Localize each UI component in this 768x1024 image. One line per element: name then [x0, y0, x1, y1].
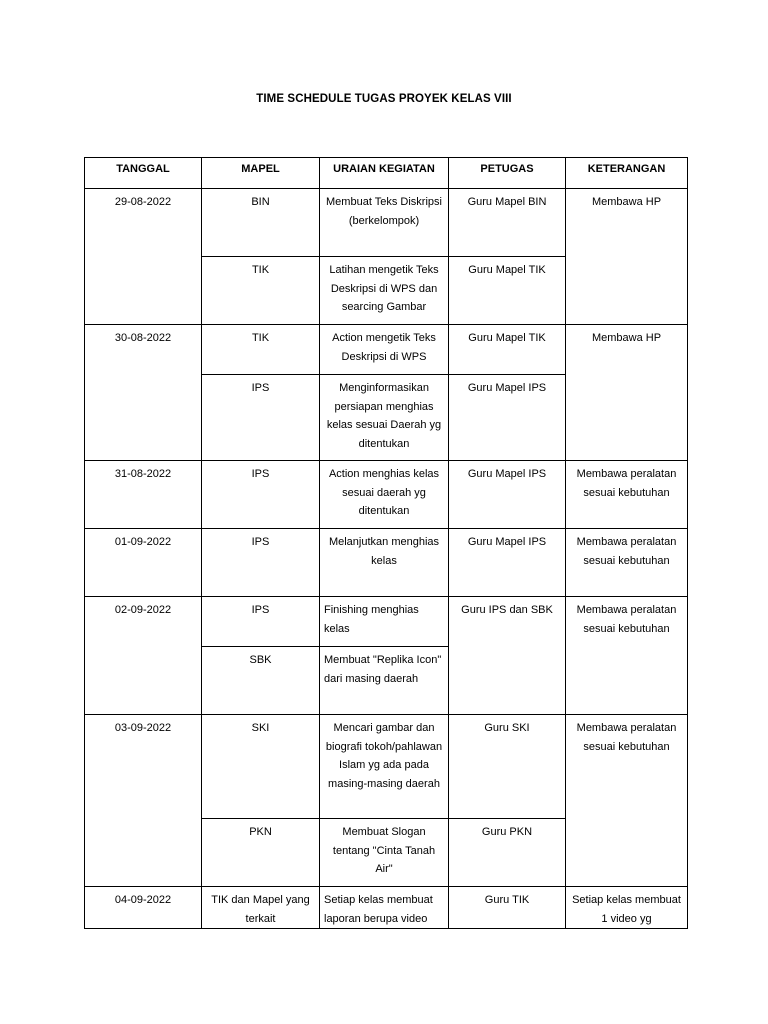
uraian-cell: Mencari gambar dan biografi tokoh/pahlawan Islam yg ada pada masing-masing daerah [320, 715, 449, 819]
petugas-cell: Guru Mapel BIN [449, 189, 566, 257]
header-mapel: MAPEL [202, 158, 320, 189]
petugas-cell: Guru Mapel TIK [449, 257, 566, 325]
keterangan-cell: Membawa peralatan sesuai kebutuhan [566, 715, 688, 887]
mapel-cell: IPS [202, 529, 320, 597]
header-uraian-kegiatan: URAIAN KEGIATAN [320, 158, 449, 189]
mapel-cell: IPS [202, 597, 320, 647]
mapel-cell: TIK [202, 257, 320, 325]
tanggal-cell: 04-09-2022 [85, 887, 202, 929]
uraian-cell: Membuat Slogan tentang "Cinta Tanah Air" [320, 819, 449, 887]
header-keterangan: KETERANGAN [566, 158, 688, 189]
mapel-cell: BIN [202, 189, 320, 257]
mapel-cell: SKI [202, 715, 320, 819]
petugas-cell: Guru IPS dan SBK [449, 597, 566, 715]
page-title: TIME SCHEDULE TUGAS PROYEK KELAS VIII [256, 93, 512, 105]
uraian-cell: Membuat "Replika Icon" dari masing daerah [320, 647, 449, 715]
tanggal-cell: 02-09-2022 [85, 597, 202, 715]
keterangan-cell: Membawa peralatan sesuai kebutuhan [566, 461, 688, 529]
petugas-cell: Guru Mapel TIK [449, 325, 566, 375]
uraian-cell: Finishing menghias kelas [320, 597, 449, 647]
header-tanggal: TANGGAL [85, 158, 202, 189]
header-row [85, 158, 688, 189]
table-body [85, 189, 688, 929]
tanggal-cell: 03-09-2022 [85, 715, 202, 887]
petugas-cell: Guru Mapel IPS [449, 461, 566, 529]
tanggal-cell: 29-08-2022 [85, 189, 202, 325]
petugas-cell: Guru Mapel IPS [449, 375, 566, 461]
table-row [85, 887, 688, 929]
header-petugas: PETUGAS [449, 158, 566, 189]
mapel-cell: PKN [202, 819, 320, 887]
mapel-cell: IPS [202, 461, 320, 529]
table-row [85, 529, 688, 597]
keterangan-cell: Membawa HP [566, 189, 688, 325]
petugas-cell: Guru Mapel IPS [449, 529, 566, 597]
keterangan-cell: Setiap kelas membuat 1 video yg [566, 887, 688, 929]
uraian-cell: Membuat Teks Diskripsi (berkelompok) [320, 189, 449, 257]
table-row [85, 189, 688, 257]
keterangan-cell: Membawa HP [566, 325, 688, 461]
tanggal-cell: 31-08-2022 [85, 461, 202, 529]
mapel-cell: TIK [202, 325, 320, 375]
petugas-cell: Guru TIK [449, 887, 566, 929]
tanggal-cell: 01-09-2022 [85, 529, 202, 597]
table-header [85, 158, 688, 189]
uraian-cell: Action mengetik Teks Deskripsi di WPS [320, 325, 449, 375]
uraian-cell: Action menghias kelas sesuai daerah yg ditentukan [320, 461, 449, 529]
tanggal-cell: 30-08-2022 [85, 325, 202, 461]
uraian-cell: Setiap kelas membuat laporan berupa video [320, 887, 449, 929]
table-row [85, 715, 688, 819]
schedule-table [84, 157, 688, 929]
table-row [85, 461, 688, 529]
keterangan-cell: Membawa peralatan sesuai kebutuhan [566, 529, 688, 597]
table-row [85, 597, 688, 647]
uraian-cell: Latihan mengetik Teks Deskripsi di WPS dan searcing Gambar [320, 257, 449, 325]
uraian-cell: Menginformasikan persiapan menghias kelas sesuai Daerah yg ditentukan [320, 375, 449, 461]
mapel-cell: SBK [202, 647, 320, 715]
petugas-cell: Guru PKN [449, 819, 566, 887]
table-row [85, 325, 688, 375]
uraian-cell: Melanjutkan menghias kelas [320, 529, 449, 597]
petugas-cell: Guru SKI [449, 715, 566, 819]
mapel-cell: IPS [202, 375, 320, 461]
keterangan-cell: Membawa peralatan sesuai kebutuhan [566, 597, 688, 715]
mapel-cell: TIK dan Mapel yang terkait [202, 887, 320, 929]
